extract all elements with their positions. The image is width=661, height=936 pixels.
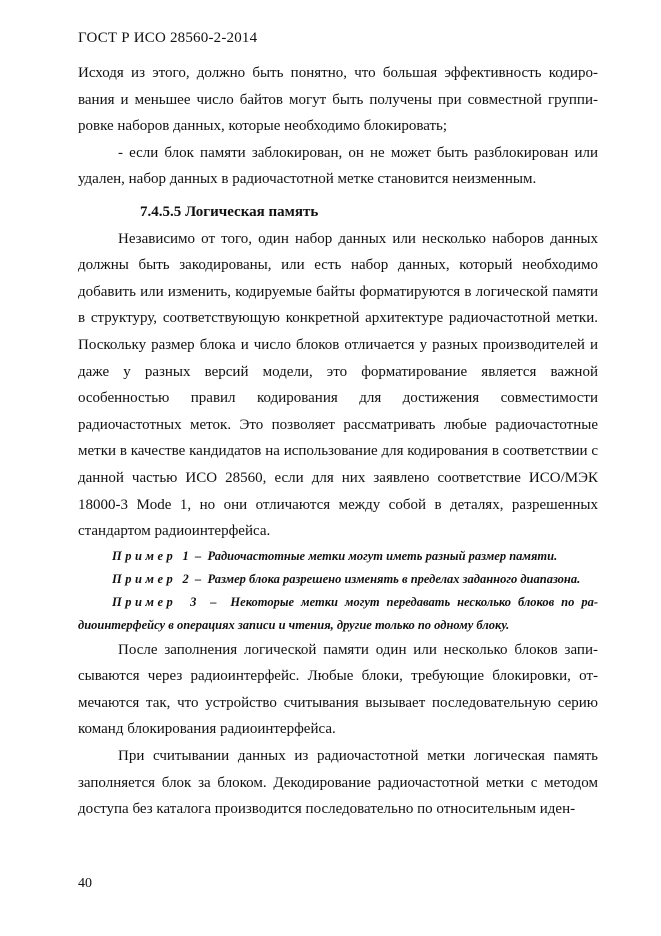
example-text: Некоторые метки могут передавать несколько блоков по радиоинтерфейсу в операциях записи и чтения, другие только по одному блоку. bbox=[78, 594, 598, 632]
section-heading: 7.4.5.5 Логическая память bbox=[140, 203, 319, 220]
page-number: 40 bbox=[78, 876, 92, 891]
paragraph-2: - если блок памяти заблокирован, он не может быть разблокирован или удален, набор данных в радиочастотной метке становится неизменным. bbox=[78, 144, 598, 188]
paragraph-5: При считывании данных из радиочастотной метки логическая память заполняется блок за блоком. Декодирование радиочастотной метки с методом доступа без каталога производится последовательно по относительным иден- bbox=[78, 748, 598, 818]
example-1 bbox=[78, 545, 598, 568]
example-3 bbox=[78, 591, 598, 637]
paragraph-3: Независимо от того, один набор данных или несколько наборов данных должны быть закодированы, или есть набор данных, который необходимо добавить или изменить, кодируемые байты форматируются в логической памяти в структуру, соответствующую конкретной архитектуре радиочастотной метки. Поскольку размер блока и число блоков отличается у разных производителей и даже у разных версий модели, это форматирование является важной особенностью правил кодирования для достижения совместимости радиочастотных меток. Это позволяет рассматривать любые радиочастотные метки в качестве кандидатов на использование для кодирования в соответствии с данной частью ИСО 28560, если для них заявлено соответствие ИСО/МЭК 18000-3 Mode 1, но они отличаются между собой в деталях, разрешенных стандартом радиоинтерфейса. bbox=[78, 230, 598, 540]
example-2 bbox=[78, 568, 598, 591]
example-dash: – bbox=[195, 571, 202, 586]
example-text: Размер блока разрешено изменять в пределах заданного диапазона. bbox=[207, 571, 581, 586]
document-header: ГОСТ Р ИСО 28560-2-2014 bbox=[78, 30, 258, 46]
example-number: 2 bbox=[182, 571, 189, 586]
example-dash: – bbox=[210, 594, 217, 609]
example-label: Пример bbox=[112, 594, 177, 609]
example-text: Радиочастотные метки могут иметь разный размер памяти. bbox=[207, 548, 558, 563]
example-label: Пример bbox=[112, 548, 177, 563]
example-dash: – bbox=[195, 548, 202, 563]
paragraph-1: Исходя из этого, должно быть понятно, что большая эффективность кодирования и меньшее число байтов могут быть получены при совместной группировке наборов данных, которые необходимо блокировать; bbox=[78, 65, 598, 135]
paragraph-4: После заполнения логической памяти один или несколько блоков записываются через радиоинтерфейс. Любые блоки, требующие блокировки, отмечаются так, что устройство считывания вызывает последовательную серию команд блокирования радиоинтерфейса. bbox=[78, 641, 598, 738]
example-label: Пример bbox=[112, 571, 177, 586]
example-number: 1 bbox=[182, 548, 189, 563]
document-body bbox=[78, 60, 598, 823]
example-number: 3 bbox=[190, 594, 197, 609]
